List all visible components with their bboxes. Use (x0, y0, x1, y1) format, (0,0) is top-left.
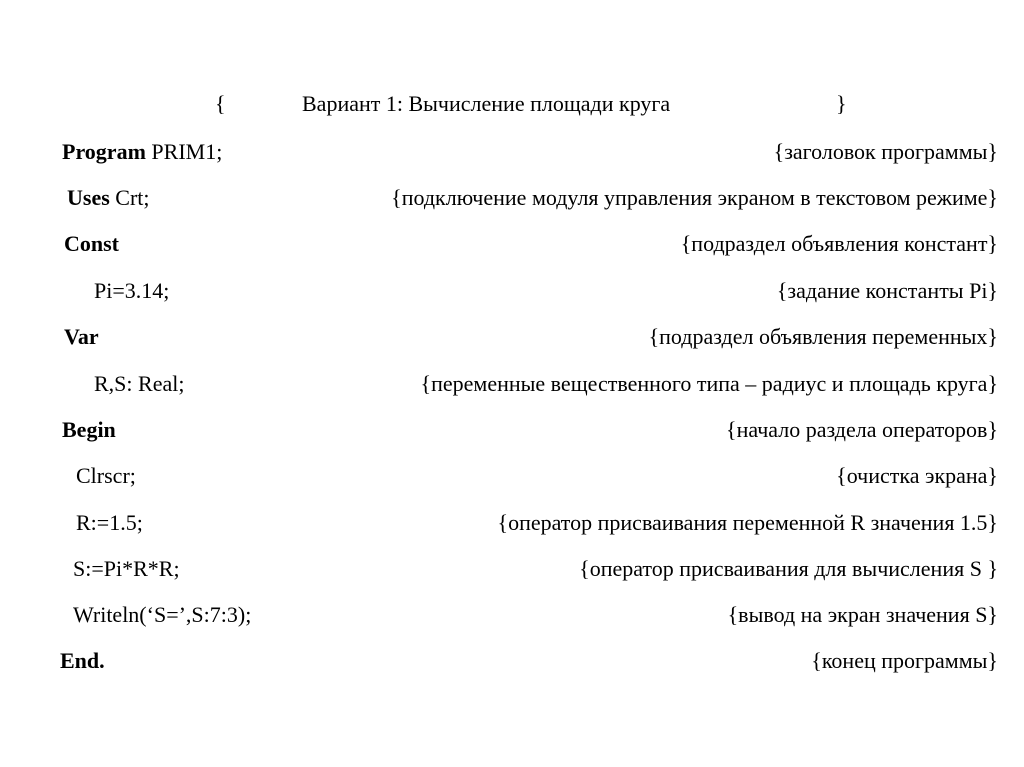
code-line-writeln (0, 595, 1024, 635)
keyword: Uses (67, 185, 110, 210)
comment: {подключение модуля управления экраном в текстовом режиме} (391, 185, 998, 210)
code: Pi=3.14; (94, 278, 170, 303)
comment: {оператор присваивания для вычисления S } (579, 556, 998, 581)
code-line-rs-real (0, 364, 1024, 404)
code-text (60, 641, 105, 681)
code-text (64, 317, 99, 357)
keyword: Var (64, 324, 99, 349)
comment: {конец программы} (811, 648, 998, 673)
code-text (62, 132, 222, 172)
code-line-uses (0, 178, 1024, 218)
code-line-end (0, 641, 1024, 681)
code: R:=1.5; (76, 510, 143, 535)
code-text (64, 224, 119, 264)
keyword: Const (64, 231, 120, 256)
title-open-brace: { (215, 91, 226, 116)
title-line (0, 84, 1024, 124)
comment: {начало раздела операторов} (726, 417, 998, 442)
comment: {подраздел объявления констант} (680, 231, 998, 256)
code: R,S: Real; (94, 371, 185, 396)
code-line-clrscr (0, 456, 1024, 496)
code-line-var (0, 317, 1024, 357)
code: Writeln(‘S=’,S:7:3); (73, 602, 252, 627)
comment: {переменные вещественного типа – радиус и площадь круга} (420, 371, 998, 396)
code-line-r-assign (0, 503, 1024, 543)
code: Crt; (115, 185, 150, 210)
title-text: Вариант 1: Вычисление площади круга (302, 91, 671, 116)
comment: {вывод на экран значения S} (727, 602, 998, 627)
code-line-begin (0, 410, 1024, 450)
code-text (62, 410, 116, 450)
code: S:=Pi*R*R; (73, 556, 180, 581)
comment: {заголовок программы} (773, 139, 998, 164)
comment: {оператор присваивания переменной R значения 1.5} (497, 510, 998, 535)
title-close-brace: } (836, 91, 847, 116)
keyword: Begin (62, 417, 116, 442)
comment: {задание константы Pi} (776, 278, 998, 303)
code: Clrscr; (76, 463, 136, 488)
code: PRIM1; (151, 139, 223, 164)
code-line-program (0, 132, 1024, 172)
code-line-const (0, 224, 1024, 264)
keyword: Program (62, 139, 146, 164)
comment: {подраздел объявления переменных} (648, 324, 998, 349)
comment: {очистка экрана} (836, 463, 998, 488)
keyword: End. (60, 648, 105, 673)
code-text (67, 178, 150, 218)
code-line-s-assign (0, 549, 1024, 589)
code-line-pi (0, 271, 1024, 311)
